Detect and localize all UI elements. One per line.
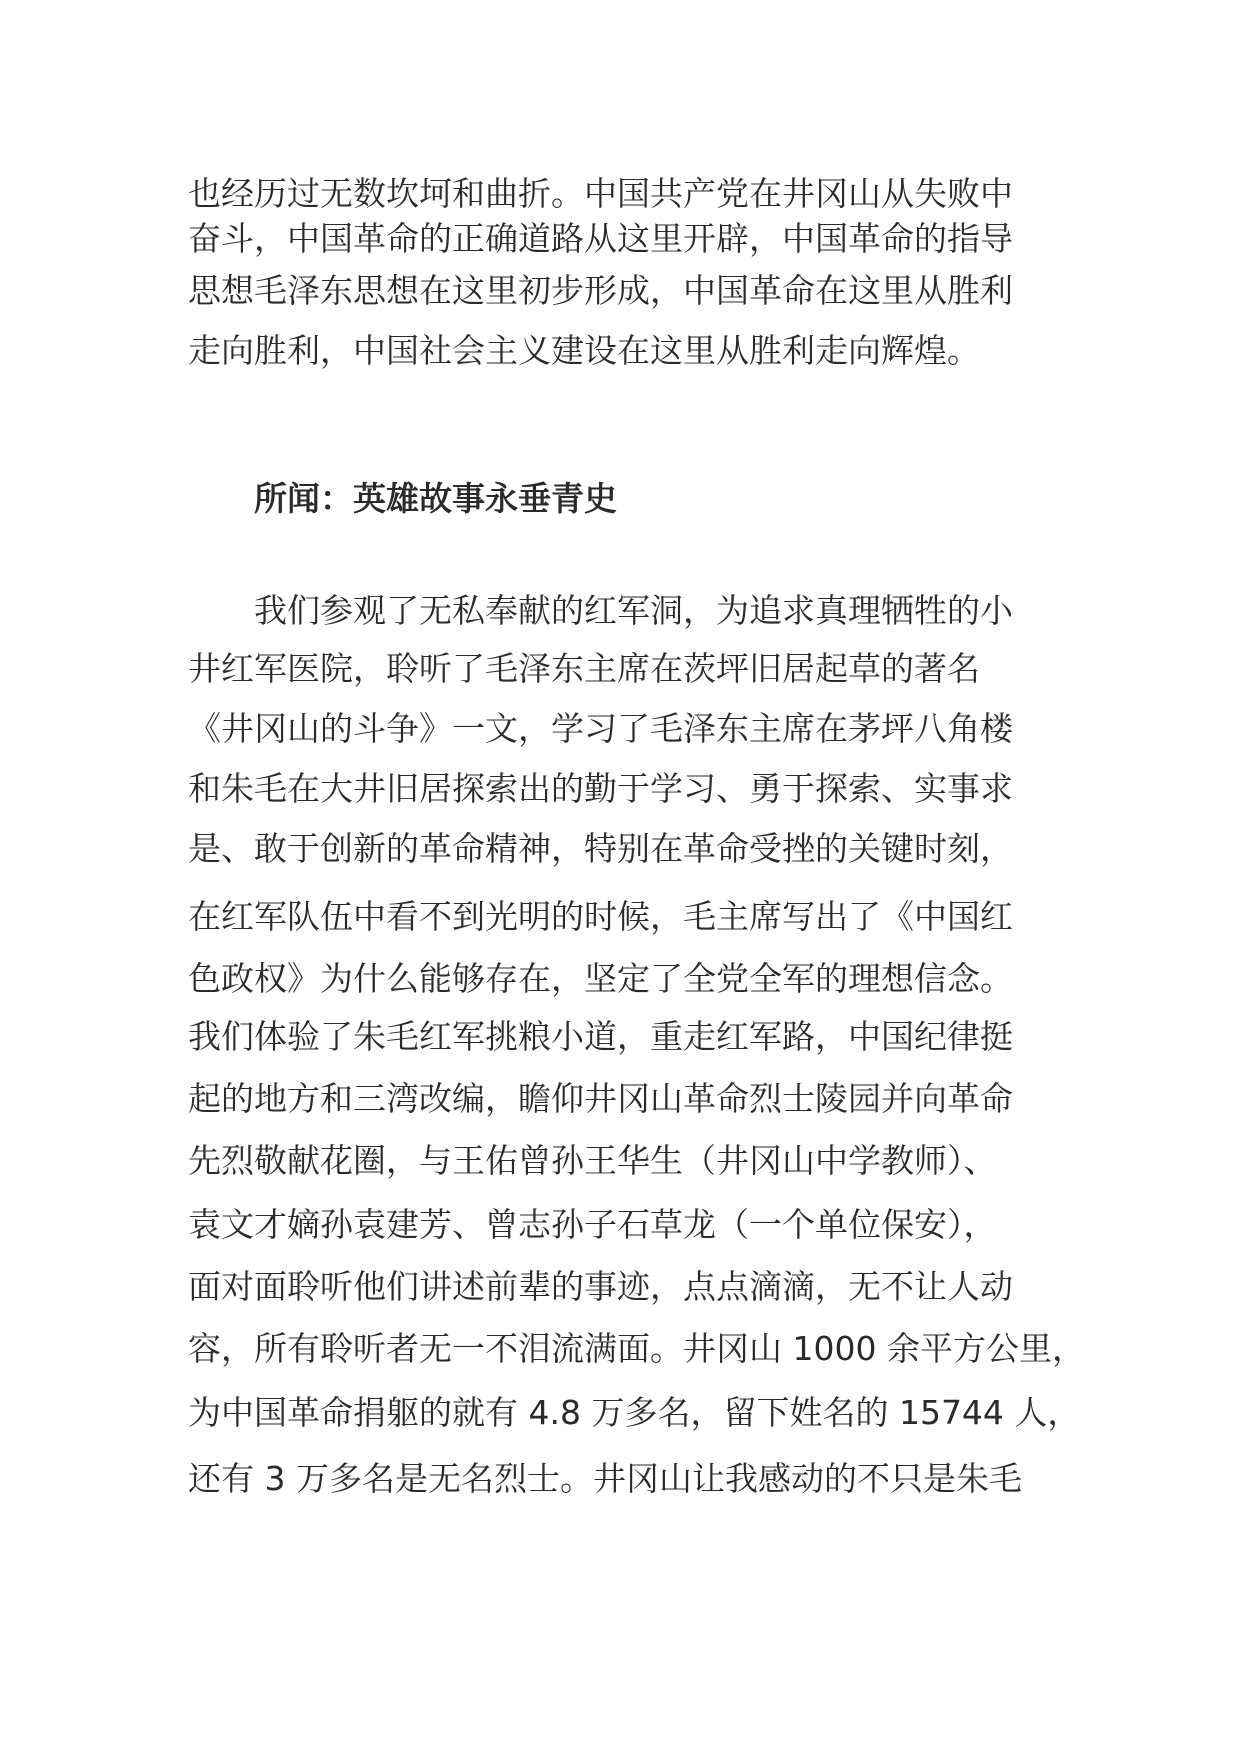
paragraph-line: 袁文才嫡孙袁建芳、曾志孙子石草龙（一个单位保安）， [188,1205,997,1244]
paragraph-line: 《井冈山的斗争》一文，学习了毛泽东主席在茅坪八角楼 [188,709,1013,748]
section-heading: 所闻：英雄故事永垂青史 [254,479,617,518]
paragraph-line: 为中国革命捐躯的就有 4.8 万多名，留下姓名的 15744 人， [188,1393,1081,1432]
paragraph-line: 还有 3 万多名是无名烈士。井冈山让我感动的不只是朱毛 [188,1459,1022,1498]
paragraph-line: 和朱毛在大井旧居探索出的勤于学习、勇于探索、实事求 [188,769,1013,808]
paragraph-line: 起的地方和三湾改编，瞻仰井冈山革命烈士陵园并向革命 [188,1079,1013,1118]
paragraph-line: 我们体验了朱毛红军挑粮小道，重走红军路，中国纪律挺 [188,1017,1013,1056]
paragraph-line: 井红军医院，聆听了毛泽东主席在茨坪旧居起草的著名 [188,649,980,688]
paragraph-line: 走向胜利，中国社会主义建设在这里从胜利走向辉煌。 [188,331,980,370]
paragraph-line: 面对面聆听他们讲述前辈的事迹，点点滴滴，无不让人动 [188,1267,1013,1306]
paragraph-line: 容，所有聆听者无一不泪流满面。井冈山 1000 余平方公里， [188,1329,1085,1368]
paragraph-line: 在红军队伍中看不到光明的时候，毛主席写出了《中国红 [188,897,1013,936]
paragraph-line: 色政权》为什么能够存在，坚定了全党全军的理想信念。 [188,959,1013,998]
paragraph-line: 也经历过无数坎坷和曲折。中国共产党在井冈山从失败中 [188,174,1013,213]
paragraph-line: 先烈敬献花圈，与王佑曾孙王华生（井冈山中学教师）、 [188,1141,997,1180]
paragraph-line: 我们参观了无私奉献的红军洞，为追求真理牺牲的小 [254,591,1013,630]
paragraph-line: 是、敢于创新的革命精神，特别在革命受挫的关键时刻， [188,829,1013,868]
paragraph-line: 思想毛泽东思想在这里初步形成，中国革命在这里从胜利 [188,271,1013,310]
paragraph-line: 奋斗，中国革命的正确道路从这里开辟，中国革命的指导 [188,219,1013,258]
